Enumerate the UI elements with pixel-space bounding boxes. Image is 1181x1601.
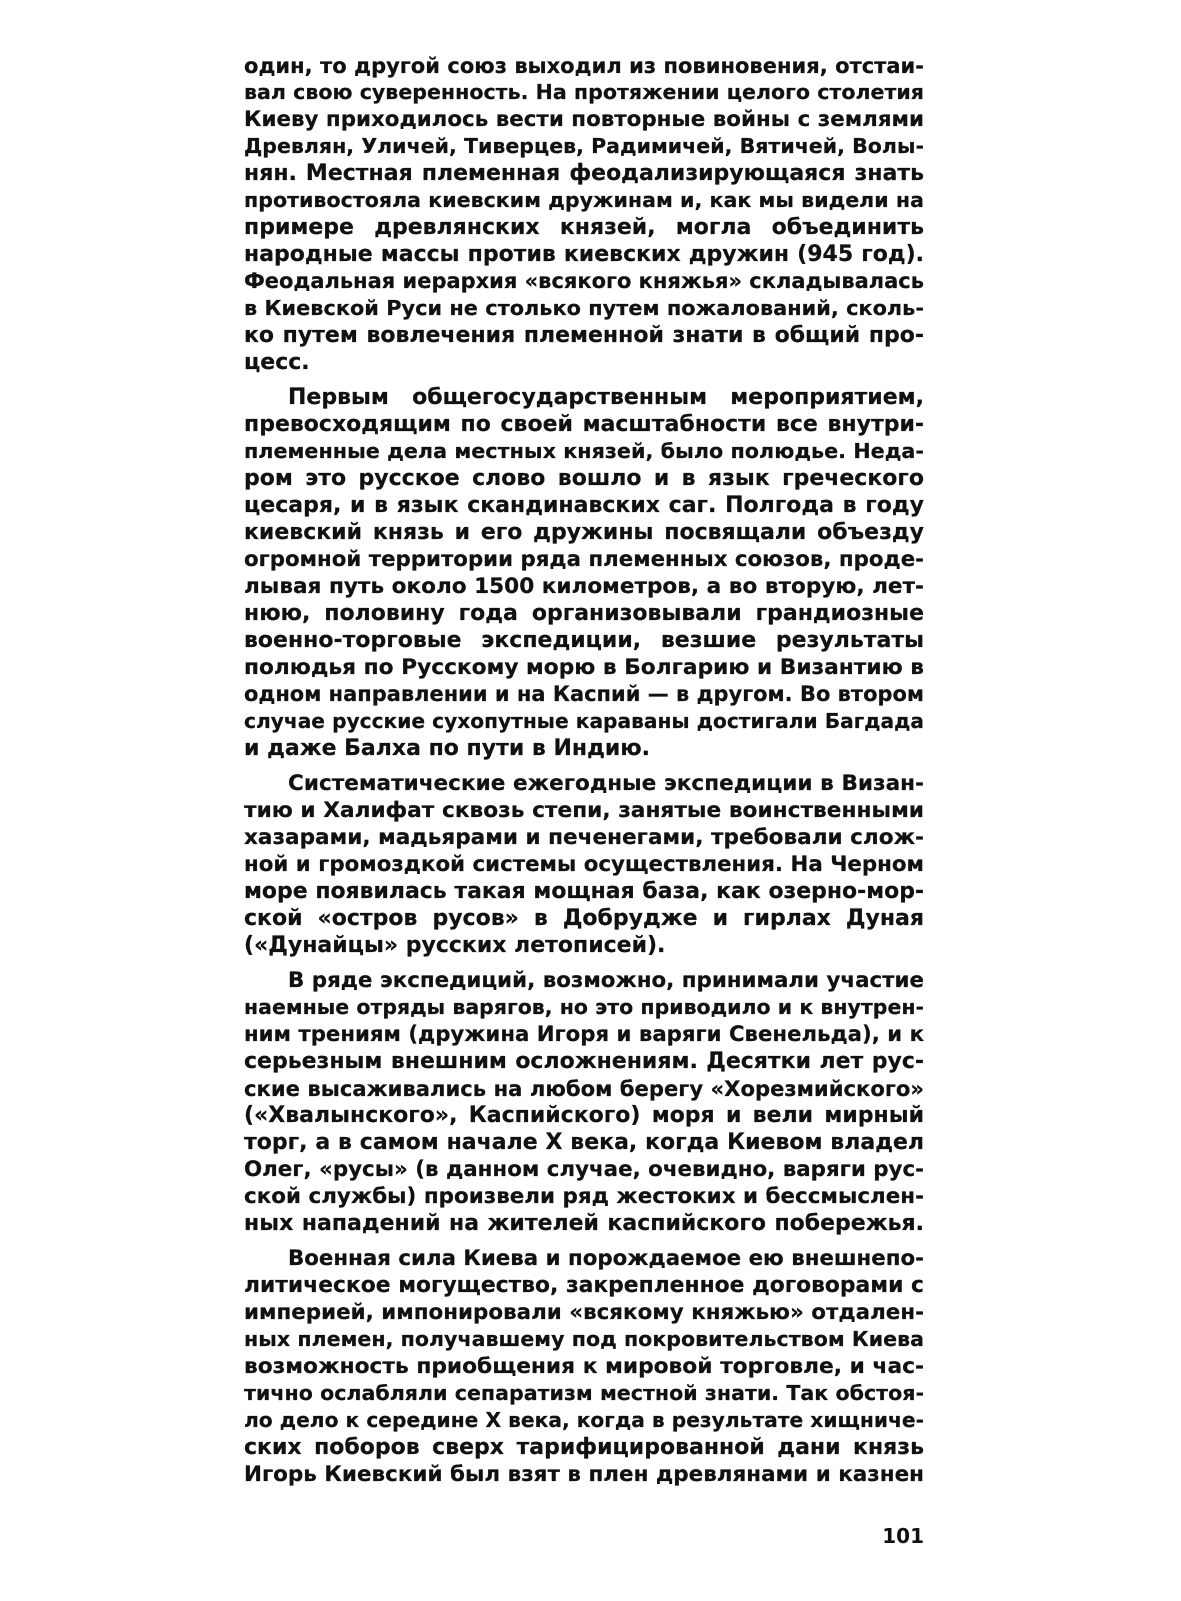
text-line: племенные дела местных князей, было полюдье. Неда- <box>244 439 924 463</box>
text-line: ной и громоздкой системы осуществления. На Черном <box>244 852 924 877</box>
text-line: лывая путь около 1500 километров, а во вторую, лет- <box>244 574 924 599</box>
text-line: ло дело к середине X века, когда в результате хищниче- <box>244 1408 924 1432</box>
text-line: литическое могущество, закрепленное договорами с <box>244 1273 924 1298</box>
paragraph <box>244 967 924 1237</box>
text-line: и даже Балха по пути в Индию. <box>244 736 651 761</box>
text-line: империей, импонировали «всякому княжью» отдален- <box>244 1300 924 1325</box>
text-line: («Дунайцы» русских летописей). <box>244 933 666 958</box>
text-line: один, то другой союз выходил из повиновения, отстаи- <box>244 53 924 78</box>
paragraph <box>244 384 924 762</box>
text-line: нюю, половину года организовывали грандиозные <box>244 601 924 626</box>
text-line: ром это русское слово вошло и в язык греческого <box>244 466 924 491</box>
text-line: ных племен, получавшему под покровительством Киева <box>244 1327 924 1351</box>
text-line: цесаря, и в язык скандинавских саг. Полгода в году <box>244 493 924 518</box>
text-line: киевский князь и его дружины посвящали объезду <box>244 520 924 545</box>
text-line: ко путем вовлечения племенной знати в общий про- <box>244 323 924 348</box>
text-line: тично ослабляли сепаратизм местной знати. Так обстоя- <box>244 1381 924 1405</box>
text-line: превосходящим по своей масштабности все внутри- <box>244 412 924 437</box>
text-line: в Киевской Руси не столько путем пожалований, сколь- <box>244 296 924 320</box>
text-line: В ряде экспедиций, возможно, принимали участие <box>288 968 924 993</box>
text-line: случае русские сухопутные караваны достигали Багдада <box>244 709 924 733</box>
text-line: народные массы против киевских дружин (945 год). <box>244 242 924 267</box>
text-line: («Хвалынского», Каспийского) моря и вели мирный <box>244 1103 924 1128</box>
text-line: Военная сила Киева и порождаемое ею внешнепо- <box>288 1246 924 1271</box>
text-line: ских поборов сверх тарифицированной дани князь <box>244 1435 924 1460</box>
text-line: нян. Местная племенная феодализирующаяся знать <box>244 161 924 186</box>
text-line: Игорь Киевский был взят в плен древлянами и казнен <box>244 1462 924 1487</box>
text-line: ных нападений на жителей каспийского побережья. <box>244 1211 924 1236</box>
text-line: Древлян, Уличей, Тиверцев, Радимичей, Вятичей, Волы- <box>244 134 924 158</box>
text-line: море появилась такая мощная база, как озерно-мор- <box>244 879 924 904</box>
text-line: вал свою суверенность. На протяжении целого столетия <box>244 80 924 104</box>
text-line: ним трениям (дружина Игоря и варяги Свенельда), и к <box>244 1022 924 1047</box>
text-line: Олег, «русы» (в данном случае, очевидно, варяги рус- <box>244 1157 924 1182</box>
text-line: возможность приобщения к мировой торговле, и час- <box>244 1354 924 1379</box>
text-line: одном направлении и на Каспий — в другом. Во втором <box>244 682 924 706</box>
text-line: серьезным внешним осложнениям. Десятки лет рус- <box>244 1049 924 1074</box>
paragraph <box>244 1245 924 1488</box>
paragraph <box>244 52 924 376</box>
text-line: Первым общегосударственным мероприятием, <box>288 385 924 410</box>
text-line: Феодальная иерархия «всякого княжья» складывалась <box>244 269 924 293</box>
text-line: торг, а в самом начале X века, когда Киевом владел <box>244 1130 924 1155</box>
text-line: Систематические ежегодные экспедиции в Визан- <box>288 771 924 796</box>
text-line: ские высаживались на любом берегу «Хорезмийского» <box>244 1076 924 1101</box>
body-text <box>244 52 924 1496</box>
text-line: Киеву приходилось вести повторные войны с землями <box>244 107 924 132</box>
text-line: тию и Халифат сквозь степи, занятые воинственными <box>244 798 924 823</box>
page-number: 101 <box>882 1524 924 1548</box>
text-line: полюдья по Русскому морю в Болгарию и Византию в <box>244 655 924 680</box>
text-line: военно-торговые экспедиции, везшие результаты <box>244 628 924 653</box>
text-line: ской «остров русов» в Добрудже и гирлах Дуная <box>244 906 924 931</box>
paragraph <box>244 770 924 959</box>
text-line: примере древлянских князей, могла объединить <box>244 215 924 240</box>
text-line: цесс. <box>244 350 310 375</box>
text-line: противостояла киевским дружинам и, как мы видели на <box>244 188 924 212</box>
text-line: ской службы) произвели ряд жестоких и бессмыслен- <box>244 1184 924 1209</box>
text-line: огромной территории ряда племенных союзов, проде- <box>244 547 924 572</box>
text-line: наемные отряды варягов, но это приводило и к внутрен- <box>244 995 924 1019</box>
text-line: хазарами, мадьярами и печенегами, требовали слож- <box>244 825 924 850</box>
